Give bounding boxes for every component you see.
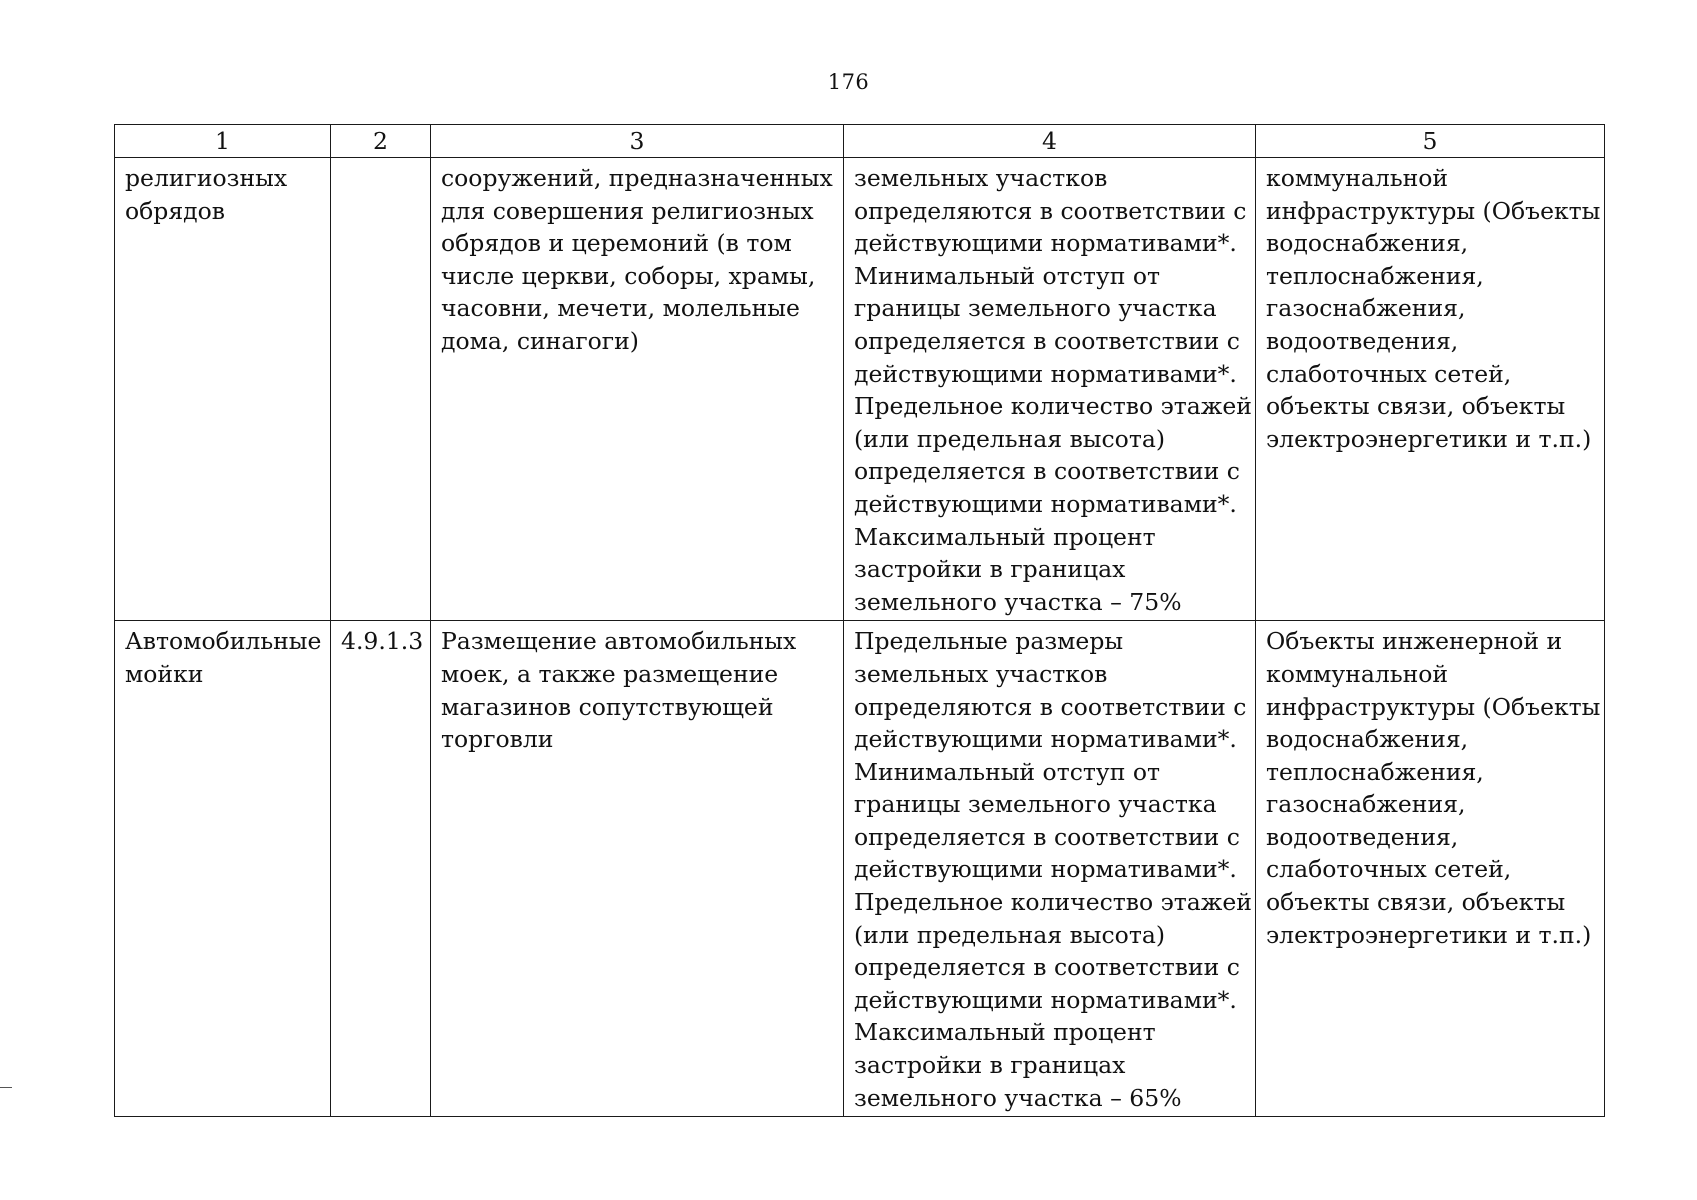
cell-text-line: Предельное количество этажей	[854, 392, 1252, 421]
cell-text-line: Автомобильные	[125, 627, 322, 656]
header-col-1: 1	[115, 125, 331, 158]
cell-text-line: религиозных	[125, 164, 288, 192]
cell-text-line: земельных участков	[854, 164, 1108, 192]
cell-text-line: действующими нормативами*.	[854, 855, 1237, 884]
cell-use-code	[331, 621, 431, 1117]
header-col-5: 5	[1256, 125, 1605, 158]
cell-text-line: электроэнергетики и т.п.)	[1266, 424, 1592, 453]
cell-text-line: определяется в соответствии с	[854, 457, 1240, 486]
cell-text-line: Максимальный процент	[854, 522, 1156, 551]
cell-text-line: (или предельная высота)	[854, 424, 1165, 453]
cell-text-line: дома, синагоги)	[441, 326, 639, 355]
page-number: 176	[827, 70, 870, 94]
table-row	[115, 158, 1605, 621]
cell-text-line: слаботочных сетей,	[1266, 855, 1512, 884]
cell-text-line: объекты связи, объекты	[1266, 888, 1566, 917]
cell-text-line: магазинов сопутствующей	[441, 692, 774, 721]
cell-text-line: обрядов	[125, 196, 226, 225]
cell-text-line: водоотведения,	[1266, 822, 1459, 851]
cell-text-line: газоснабжения,	[1266, 790, 1466, 819]
cell-text-line: электроэнергетики и т.п.)	[1266, 920, 1592, 949]
cell-text-line: действующими нормативами*.	[854, 359, 1237, 388]
cell-text-line: 4.9.1.3	[341, 627, 424, 656]
cell-text-line: Максимальный процент	[854, 1018, 1156, 1047]
cell-text-line: для совершения религиозных	[441, 196, 814, 225]
cell-text-line: действующими нормативами*.	[854, 229, 1237, 258]
cell-text-line: земельного участка – 65%	[854, 1083, 1182, 1112]
land-use-table-container	[114, 124, 1604, 1117]
header-col-2: 2	[331, 125, 431, 158]
cell-parameters	[844, 158, 1256, 621]
cell-text-line: земельных участков	[854, 659, 1108, 688]
cell-text-line: мойки	[125, 659, 204, 688]
table-header-row	[115, 125, 1605, 158]
cell-text-line: определяются в соответствии с	[854, 196, 1247, 225]
header-col-3: 3	[431, 125, 844, 158]
cell-text-line: теплоснабжения,	[1266, 261, 1484, 290]
cell-text-line: инфраструктуры (Объекты	[1266, 692, 1601, 721]
cell-use-description	[431, 158, 844, 621]
cell-text-line: Минимальный отступ от	[854, 757, 1160, 786]
cell-text-line: водоснабжения,	[1266, 725, 1469, 754]
cell-use-description	[431, 621, 844, 1117]
cell-text-line: определяется в соответствии с	[854, 326, 1240, 355]
cell-text-line: Предельное количество этажей	[854, 888, 1252, 917]
cell-text-line: Минимальный отступ от	[854, 261, 1160, 290]
cell-text-line: газоснабжения,	[1266, 294, 1466, 323]
cell-use-name	[115, 158, 331, 621]
cell-text-line: границы земельного участка	[854, 790, 1217, 819]
cell-text-line: действующими нормативами*.	[854, 985, 1237, 1014]
header-col-4: 4	[844, 125, 1256, 158]
land-use-table	[114, 124, 1605, 1117]
cell-text-line: застройки в границах	[854, 1051, 1126, 1080]
cell-text-line: моек, а также размещение	[441, 659, 779, 688]
cell-text-line: Объекты инженерной и	[1266, 627, 1563, 656]
cell-text-line: земельного участка – 75%	[854, 587, 1182, 616]
margin-mark	[0, 1087, 12, 1088]
cell-text-line: инфраструктуры (Объекты	[1266, 196, 1601, 225]
cell-text-line: торговли	[441, 725, 554, 754]
cell-text-line: действующими нормативами*.	[854, 489, 1237, 518]
cell-text-line: границы земельного участка	[854, 294, 1217, 323]
cell-parameters	[844, 621, 1256, 1117]
cell-text-line: часовни, мечети, молельные	[441, 294, 800, 323]
cell-use-code	[331, 158, 431, 621]
cell-text-line: водоотведения,	[1266, 326, 1459, 355]
cell-text-line: числе церкви, соборы, храмы,	[441, 261, 816, 290]
cell-text-line: обрядов и церемоний (в том	[441, 229, 792, 258]
cell-text-line: коммунальной	[1266, 164, 1449, 192]
cell-text-line: определяются в соответствии с	[854, 692, 1247, 721]
cell-text-line: застройки в границах	[854, 555, 1126, 584]
cell-text-line: сооружений, предназначенных	[441, 164, 833, 192]
cell-auxiliary-objects	[1256, 621, 1605, 1117]
cell-text-line: (или предельная высота)	[854, 920, 1165, 949]
cell-text-line: теплоснабжения,	[1266, 757, 1484, 786]
cell-auxiliary-objects	[1256, 158, 1605, 621]
cell-text-line: водоснабжения,	[1266, 229, 1469, 258]
cell-text-line: Размещение автомобильных	[441, 627, 797, 656]
cell-use-name	[115, 621, 331, 1117]
cell-text-line: действующими нормативами*.	[854, 725, 1237, 754]
cell-text-line: определяется в соответствии с	[854, 953, 1240, 982]
cell-text-line: слаботочных сетей,	[1266, 359, 1512, 388]
table-row	[115, 621, 1605, 1117]
cell-text-line: определяется в соответствии с	[854, 822, 1240, 851]
cell-text-line: Предельные размеры	[854, 627, 1124, 656]
cell-text-line: объекты связи, объекты	[1266, 392, 1566, 421]
cell-text-line: коммунальной	[1266, 659, 1449, 688]
